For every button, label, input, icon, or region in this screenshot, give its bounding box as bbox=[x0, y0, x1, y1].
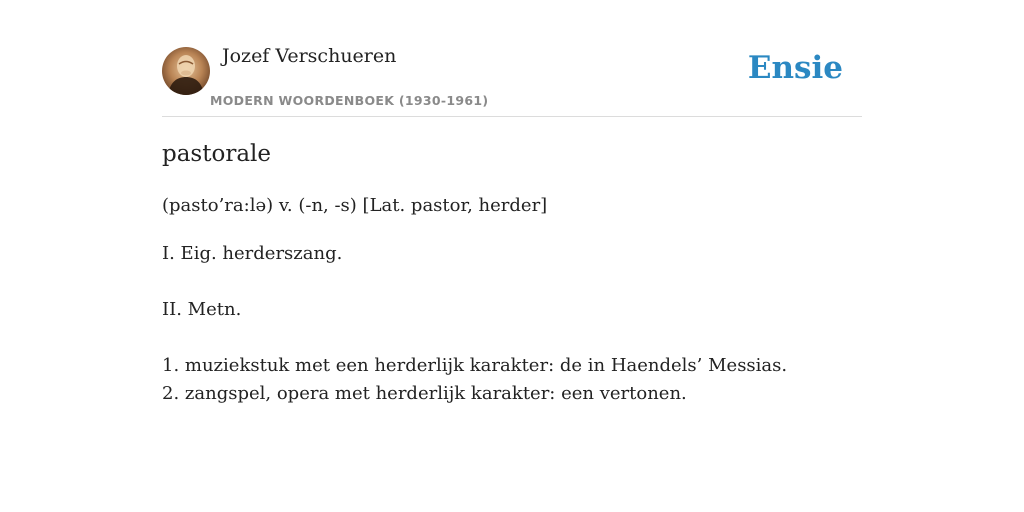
sub-sense-2: 2. zangspel, opera met herderlijk karakter: een vertonen. bbox=[162, 383, 687, 404]
author-avatar[interactable] bbox=[162, 47, 210, 95]
entry-term: pastorale bbox=[162, 141, 272, 167]
spacer bbox=[162, 268, 862, 296]
entry-pronunciation: (pasto’ra:lə) v. (-n, -s) [Lat. pastor, herder] bbox=[162, 195, 548, 216]
entry-content bbox=[162, 138, 862, 408]
spacer bbox=[162, 324, 862, 352]
person-portrait-icon bbox=[162, 47, 210, 95]
dictionary-name[interactable]: MODERN WOORDENBOEK (1930-1961) bbox=[210, 93, 489, 108]
header bbox=[162, 0, 862, 117]
sense-1: I. Eig. herderszang. bbox=[162, 243, 343, 264]
ensie-logo[interactable]: Ensie bbox=[747, 50, 843, 86]
sense-2: II. Metn. bbox=[162, 299, 242, 320]
sub-sense-1: 1. muziekstuk met een herderlijk karakter: de in Haendels’ Messias. bbox=[162, 355, 788, 376]
author-name[interactable]: Jozef Verschueren bbox=[222, 45, 397, 67]
